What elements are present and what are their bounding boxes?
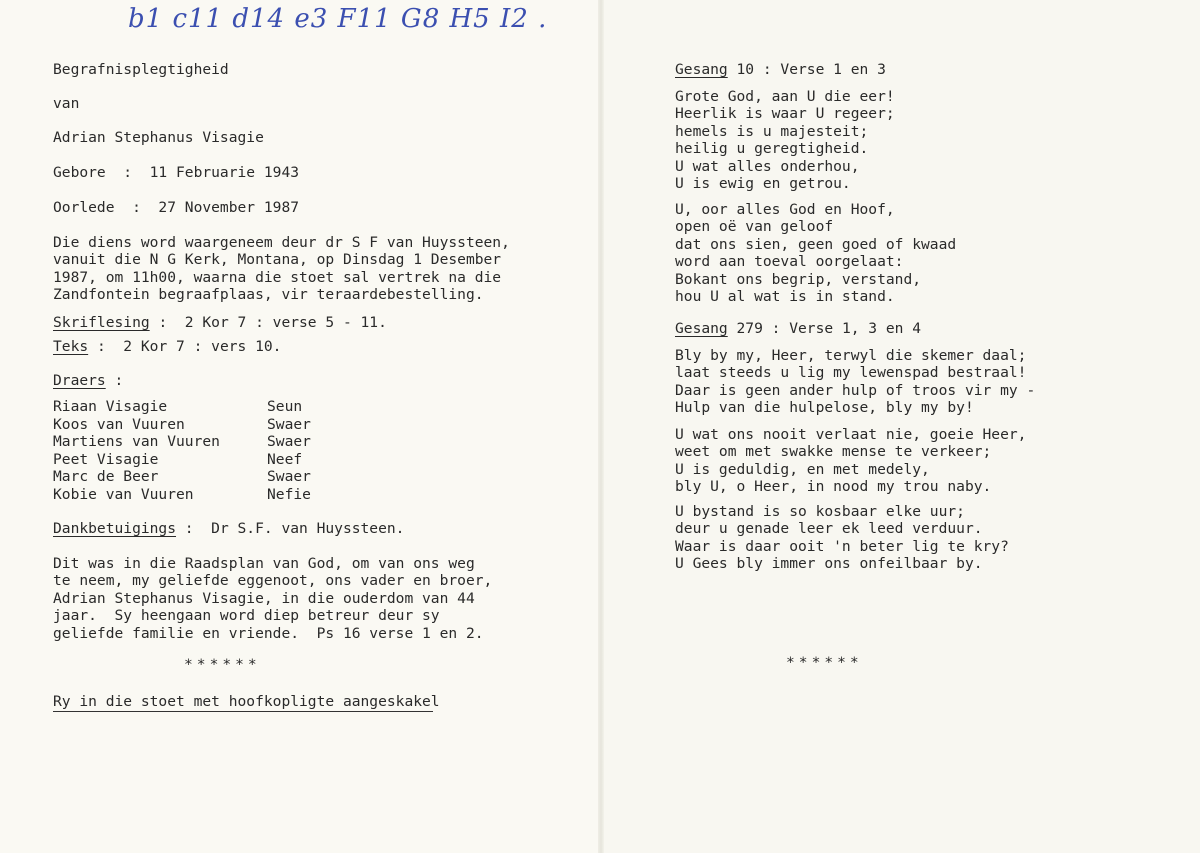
bearer-row xyxy=(53,398,303,415)
bearer-name: Martiens van Vuuren xyxy=(53,433,220,450)
right-stars-divider: ****** xyxy=(786,654,863,671)
sermon-text-ref: : 2 Kor 7 : vers 10. xyxy=(88,338,282,355)
hymn-2-label: Gesang xyxy=(675,320,728,337)
page-fold xyxy=(598,0,604,853)
bearer-name: Kobie van Vuuren xyxy=(53,486,194,503)
scripture-reading-label: Skriflesing xyxy=(53,314,150,331)
birth-date: Gebore : 11 Februarie 1943 xyxy=(53,164,300,181)
bearer-name: Koos van Vuuren xyxy=(53,416,185,433)
bearer-relation: Neef xyxy=(267,451,303,468)
hymn-1-verse-3: U, oor alles God en Hoof, open oë van geloof dat ons sien, geen goed of kwaad word aan toeval oorgelaat: Bokant ons begrip, verstand, hou U al wat is in stand. xyxy=(675,201,957,306)
service-details: Die diens word waargeneem deur dr S F van Huyssteen, vanuit die N G Kerk, Montana, op Dinsdag 1 Desember 1987, om 11h00, waarna die stoet sal vertrek na die Zandfontein begraafplaas, vir teraardebestelling. xyxy=(53,234,510,304)
hymn-1-ref: 10 : Verse 1 en 3 xyxy=(727,61,886,78)
hymn-1-verse-1: Grote God, aan U die eer! Heerlik is waar U regeer; hemels is u majesteit; heilig u geregtigheid. U wat alles onderhou, U is ewig en getrou. xyxy=(675,88,895,193)
hymn-2-verse-4: U bystand is so kosbaar elke uur; deur u genade leer ek leed verduur. Waar is daar ooit 'n beter lig te kry? U Gees bly immer ons onfeilbaar by. xyxy=(675,503,1009,573)
bearer-row xyxy=(53,486,311,503)
deceased-name: Adrian Stephanus Visagie xyxy=(53,129,264,146)
bearer-name: Peet Visagie xyxy=(53,451,159,468)
bearers-heading xyxy=(53,372,123,389)
sermon-text-label: Teks xyxy=(53,338,89,355)
bearers-label: Draers xyxy=(53,372,106,389)
bearer-name: Riaan Visagie xyxy=(53,398,168,415)
bearer-row xyxy=(53,433,311,450)
scripture-reading-text: : 2 Kor 7 : verse 5 - 11. xyxy=(149,314,387,331)
procession-note: Ry in die stoet met hoofkopligte aangeskakel xyxy=(53,693,440,710)
acknowledgements xyxy=(53,520,404,537)
bearer-row xyxy=(53,468,311,485)
bearers-colon: : xyxy=(105,372,124,389)
van-label: van xyxy=(53,95,80,112)
death-notice: Dit was in die Raadsplan van God, om van ons weg te neem, my geliefde eggenoot, ons vader en broer, Adrian Stephanus Visagie, in die ouderdom van 44 jaar. Sy heengaan word diep betreur deur sy geliefde familie en vriende. Ps 16 verse 1 en 2. xyxy=(53,555,493,642)
handwritten-reference: b1 c11 d14 e3 F11 G8 H5 I2 . xyxy=(128,4,548,34)
hymn-1-label: Gesang xyxy=(675,61,728,78)
programme-title: Begrafnisplegtigheid xyxy=(53,61,229,78)
bearer-row xyxy=(53,416,311,433)
hymn-2-verse-3: U wat ons nooit verlaat nie, goeie Heer, weet om met swakke mense te verkeer; U is geduldig, en met medely, bly U, o Heer, in nood my trou naby. xyxy=(675,426,1027,496)
bearer-relation: Swaer xyxy=(267,468,311,485)
procession-underline xyxy=(53,711,433,712)
bearer-name: Marc de Beer xyxy=(53,468,159,485)
left-stars-divider: ****** xyxy=(184,656,261,673)
sermon-text xyxy=(53,338,281,355)
bearer-relation: Swaer xyxy=(267,416,311,433)
death-date: Oorlede : 27 November 1987 xyxy=(53,199,300,216)
acknowledgements-label: Dankbetuigings xyxy=(53,520,177,537)
hymn-2-ref: 279 : Verse 1, 3 en 4 xyxy=(727,320,922,337)
bearer-relation: Seun xyxy=(267,398,303,415)
hymn-1-heading xyxy=(675,61,886,78)
scripture-reading xyxy=(53,314,387,331)
hymn-2-verse-1: Bly by my, Heer, terwyl die skemer daal; laat steeds u lig my lewenspad bestraal! Daar is geen ander hulp of troos vir my - Hulp van die hulpelose, bly my by! xyxy=(675,347,1036,417)
bearer-row xyxy=(53,451,303,468)
hymn-2-heading xyxy=(675,320,921,337)
acknowledgements-text: : Dr S.F. van Huyssteen. xyxy=(176,520,405,537)
bearer-relation: Nefie xyxy=(267,486,311,503)
bearer-relation: Swaer xyxy=(267,433,311,450)
